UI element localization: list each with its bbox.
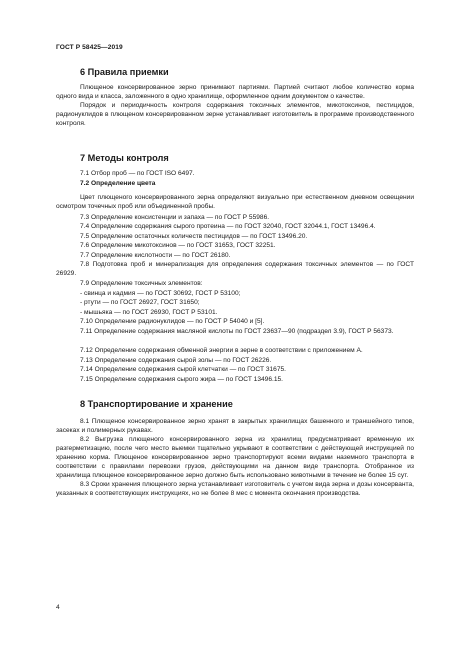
item-7-15: 7.15 Определение содержания сырого жира — по ГОСТ 13496.15. xyxy=(80,376,284,383)
item-8-3: 8.3 Сроки хранения плющеного зерна устанавливает изготовитель с учетом вида зерна и дозы консерванта, указанных в соответствующих инструкциях, но не более 8 мес с момента окончания производства. xyxy=(56,481,414,497)
item-7-11-block xyxy=(56,327,414,336)
item-7-10: 7.10 Определение радионуклидов — по ГОСТ Р 54040 и [5]. xyxy=(80,318,265,325)
item-7-8-block xyxy=(56,260,414,278)
section-6-paragraph-1: Плющеное консервированное зерно принимают партиями. Партией считают любое количество корма одного вида и класса, заложенного в одно хранилище, оформленное одним документом о качестве. xyxy=(56,84,414,100)
item-8-2: 8.2 Выгрузка плющеного консервированного зерна из хранилищ предусматривает временную их разгерметизацию, после чего место выемки тщательно укрывают в соответствии с действующей инструкцией по хранению корма. Плющеное консервированное зерно транспортируют всеми видами наземного транспорта в соответствии с правилами перевозки грузов, действующими на данном виде транспорта. Отобранное из хранилища плющеное консервированное зерно должно быть использовано животными в течение не более 15 сут. xyxy=(56,436,414,479)
section-7-title: 7 Методы контроля xyxy=(80,153,169,163)
section-8-title: 8 Транспортирование и хранение xyxy=(80,399,233,409)
section-6-title: 6 Правила приемки xyxy=(80,67,169,77)
item-7-3: 7.3 Определение консистенции и запаха — по ГОСТ Р 55986. xyxy=(80,214,270,221)
page-number: 4 xyxy=(56,604,60,611)
item-7-13: 7.13 Определение содержания сырой золы — по ГОСТ 26226. xyxy=(80,357,272,364)
section-8-body xyxy=(56,417,414,498)
item-7-5: 7.5 Определение остаточных количеств пестицидов — по ГОСТ 13496.20. xyxy=(80,233,308,240)
item-7-9-lead-cadmium: - свинца и кадмия — по ГОСТ 30692, ГОСТ Р 53100; xyxy=(80,290,241,297)
section-6-paragraph-2: Порядок и периодичность контроля содержания токсичных элементов, микотоксинов, пестицидов, радионуклидов в плющеном консервированном зерне устанавливает изготовитель в программе производственного контроля. xyxy=(56,102,414,127)
item-7-6: 7.6 Определение микотоксинов — по ГОСТ 31653, ГОСТ 32251. xyxy=(80,242,276,249)
item-8-1: 8.1 Плющеное консервированное зерно хранят в закрытых хранилищах башенного и траншейного типов, засеках и полимерных рукавах. xyxy=(56,418,414,434)
item-7-4: 7.4 Определение содержания сырого протеина — по ГОСТ 32040, ГОСТ 32044.1, ГОСТ 13496.4. xyxy=(80,223,376,230)
item-7-2-text-block xyxy=(56,193,414,211)
item-7-9-mercury: - ртути — по ГОСТ 26927, ГОСТ 31650; xyxy=(80,299,200,306)
item-7-14: 7.14 Определение содержания сырой клетчатки — по ГОСТ 31675. xyxy=(80,366,286,373)
item-7-1: 7.1 Отбор проб — по ГОСТ ISO 6497. xyxy=(80,170,195,177)
item-7-8: 7.8 Подготовка проб и минерализация для определения содержания токсичных элементов — по ГОСТ 26929. xyxy=(56,261,414,277)
item-7-11: 7.11 Определение содержания масляной кислоты по ГОСТ 23637—90 (подраздел 3.9), ГОСТ Р 56373. xyxy=(80,328,394,335)
item-7-12: 7.12 Определение содержания обменной энергии в зерне в соответствии с приложением А. xyxy=(80,347,363,354)
item-7-7: 7.7 Определение кислотности — по ГОСТ 26180. xyxy=(80,252,231,259)
item-7-2-text: Цвет плющеного консервированного зерна определяют визуально при естественном дневном освещении осмотром точечных проб или объединенной пробы. xyxy=(56,194,414,210)
item-7-9-title: 7.9 Определение токсичных элементов: xyxy=(80,280,203,287)
item-7-2-title: 7.2 Определение цвета xyxy=(80,180,156,187)
document-code-header: ГОСТ Р 58425—2019 xyxy=(56,44,123,51)
section-6-body xyxy=(56,83,414,128)
item-7-9-arsenic: - мышьяка — по ГОСТ 26930, ГОСТ Р 53101. xyxy=(80,309,218,316)
